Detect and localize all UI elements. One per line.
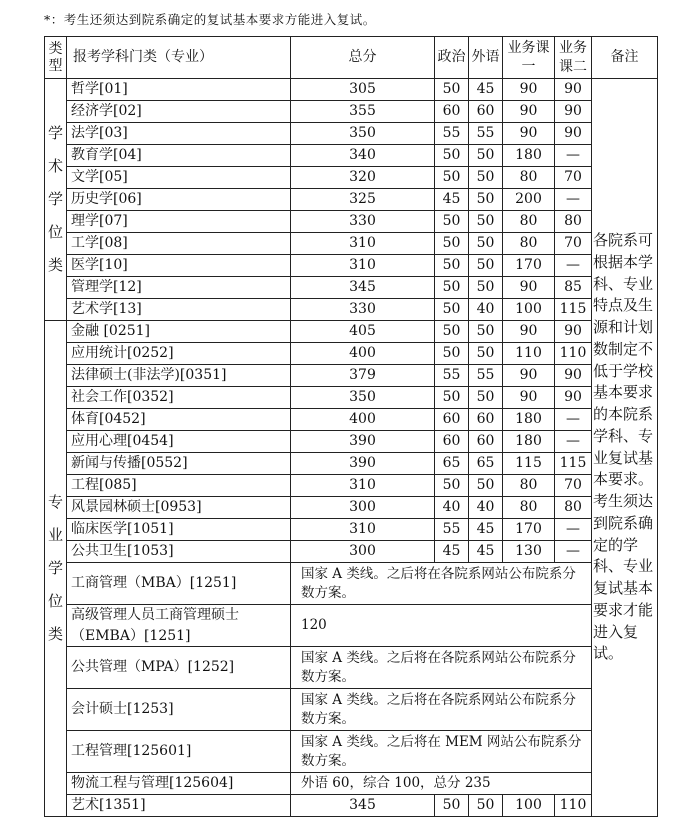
table-row (45, 101, 658, 123)
table-row (45, 387, 658, 409)
foreign-score: 45 (469, 79, 503, 101)
course1-score: 180 (503, 409, 555, 431)
header-course2: 业务课二 (555, 37, 592, 79)
foreign-score: 60 (469, 431, 503, 453)
table-row (45, 409, 658, 431)
score-table (44, 36, 658, 817)
subject-name: 工学[08] (67, 233, 291, 255)
politics-score: 50 (435, 299, 469, 321)
table-row (45, 255, 658, 277)
course1-score: 200 (503, 189, 555, 211)
table-row (45, 211, 658, 233)
table-row (45, 563, 658, 605)
course2-score: — (555, 255, 592, 277)
course1-score: 90 (503, 321, 555, 343)
subject-name: 应用心理[0454] (67, 431, 291, 453)
foreign-score: 45 (469, 519, 503, 541)
course2-score: — (555, 409, 592, 431)
course1-score: 100 (503, 795, 555, 817)
course2-score: 110 (555, 343, 592, 365)
table-row (45, 731, 658, 773)
total-score: 350 (291, 387, 435, 409)
course2-score: 90 (555, 387, 592, 409)
politics-score: 50 (435, 211, 469, 233)
course1-score: 90 (503, 123, 555, 145)
header-subject: 报考学科门类（专业） (67, 37, 291, 79)
remark-text: 各院系可根据本学科、专业特点及生源和计划数制定不低于学校基本要求的本院系学科、专业复试基本要求。考生须达到院系确定的学科、专业复试基本要求才能进入复试。 (593, 231, 654, 663)
subject-name: 应用统计[0252] (67, 343, 291, 365)
table-row (45, 689, 658, 731)
category-academic: 学 术 学 位 类 (45, 79, 67, 321)
politics-score: 50 (435, 145, 469, 167)
course1-score: 80 (503, 233, 555, 255)
subject-name: 艺术学[13] (67, 299, 291, 321)
header-course1: 业务课一 (503, 37, 555, 79)
table-row (45, 497, 658, 519)
foreign-score: 50 (469, 475, 503, 497)
table-row (45, 321, 658, 343)
header-remark: 备注 (592, 37, 658, 79)
course2-score: 85 (555, 277, 592, 299)
course2-score: 90 (555, 321, 592, 343)
total-score: 350 (291, 123, 435, 145)
course2-score: 70 (555, 233, 592, 255)
course1-score: 100 (503, 299, 555, 321)
subject-name: 管理学[12] (67, 277, 291, 299)
course2-score: 90 (555, 101, 592, 123)
foreign-score: 50 (469, 255, 503, 277)
course2-score: 110 (555, 795, 592, 817)
table-row (45, 431, 658, 453)
header-row (45, 37, 658, 79)
course1-score: 80 (503, 475, 555, 497)
subject-name: 社会工作[0352] (67, 387, 291, 409)
subject-name: 金融 [0251] (67, 321, 291, 343)
total-score: 400 (291, 409, 435, 431)
foreign-score: 65 (469, 453, 503, 475)
politics-score: 55 (435, 123, 469, 145)
merged-note: 国家 A 类线。之后将在各院系网站公布院系分数方案。 (291, 563, 592, 605)
course2-score: 80 (555, 211, 592, 233)
foreign-score: 40 (469, 299, 503, 321)
subject-name: 艺术[1351] (67, 795, 291, 817)
politics-score: 50 (435, 795, 469, 817)
header-foreign: 外语 (469, 37, 503, 79)
course1-score: 80 (503, 167, 555, 189)
politics-score: 50 (435, 79, 469, 101)
header-type: 类型 (45, 37, 67, 79)
course2-score: 90 (555, 365, 592, 387)
politics-score: 55 (435, 519, 469, 541)
foreign-score: 50 (469, 387, 503, 409)
table-row (45, 453, 658, 475)
subject-name: 新闻与传播[0552] (67, 453, 291, 475)
course1-score: 90 (503, 387, 555, 409)
foreign-score: 40 (469, 497, 503, 519)
table-row (45, 299, 658, 321)
total-score: 340 (291, 145, 435, 167)
subject-name: 公共卫生[1053] (67, 541, 291, 563)
course2-score: — (555, 145, 592, 167)
total-score: 345 (291, 277, 435, 299)
course1-score: 170 (503, 255, 555, 277)
total-score: 305 (291, 79, 435, 101)
total-score: 310 (291, 475, 435, 497)
subject-name: 会计硕士[1253] (67, 689, 291, 731)
subject-name: 工程[085] (67, 475, 291, 497)
total-score: 330 (291, 299, 435, 321)
foreign-score: 50 (469, 211, 503, 233)
merged-note: 外语 60，综合 100，总分 235 (291, 773, 592, 795)
course1-score: 80 (503, 497, 555, 519)
course2-score: 70 (555, 475, 592, 497)
course1-score: 130 (503, 541, 555, 563)
remark-cell (592, 79, 658, 817)
subject-name: 风景园林硕士[0953] (67, 497, 291, 519)
politics-score: 45 (435, 189, 469, 211)
header-politics: 政治 (435, 37, 469, 79)
foreign-score: 55 (469, 123, 503, 145)
subject-name: 医学[10] (67, 255, 291, 277)
total-score: 355 (291, 101, 435, 123)
foreign-score: 50 (469, 189, 503, 211)
foreign-score: 60 (469, 101, 503, 123)
subject-name: 工商管理（MBA）[1251] (67, 563, 291, 605)
table-row (45, 123, 658, 145)
merged-note: 国家 A 类线。之后将在各院系网站公布院系分数方案。 (291, 647, 592, 689)
course1-score: 90 (503, 277, 555, 299)
subject-name: 教育学[04] (67, 145, 291, 167)
politics-score: 60 (435, 409, 469, 431)
politics-score: 50 (435, 233, 469, 255)
foreign-score: 50 (469, 277, 503, 299)
politics-score: 50 (435, 321, 469, 343)
politics-score: 50 (435, 387, 469, 409)
course1-score: 115 (503, 453, 555, 475)
table-row (45, 365, 658, 387)
politics-score: 50 (435, 475, 469, 497)
course2-score: — (555, 541, 592, 563)
course1-score: 90 (503, 101, 555, 123)
category-professional: 专 业 学 位 类 (45, 321, 67, 817)
subject-name: 公共管理（MPA）[1252] (67, 647, 291, 689)
course1-score: 110 (503, 343, 555, 365)
politics-score: 45 (435, 541, 469, 563)
total-score: 390 (291, 431, 435, 453)
table-row (45, 233, 658, 255)
politics-score: 50 (435, 255, 469, 277)
politics-score: 40 (435, 497, 469, 519)
course1-score: 90 (503, 79, 555, 101)
table-row (45, 519, 658, 541)
subject-name: 法学[03] (67, 123, 291, 145)
subject-name: 经济学[02] (67, 101, 291, 123)
course2-score: — (555, 431, 592, 453)
course2-score: 70 (555, 167, 592, 189)
course1-score: 170 (503, 519, 555, 541)
course2-score: 115 (555, 299, 592, 321)
total-score: 400 (291, 343, 435, 365)
course1-score: 180 (503, 431, 555, 453)
foreign-score: 60 (469, 409, 503, 431)
footnote: *：考生还须达到院系确定的复试基本要求方能进入复试。 (44, 12, 376, 27)
subject-name: 高级管理人员工商管理硕士（EMBA）[1251] (67, 605, 291, 647)
table-row (45, 647, 658, 689)
politics-score: 50 (435, 277, 469, 299)
politics-score: 60 (435, 101, 469, 123)
course1-score: 80 (503, 211, 555, 233)
foreign-score: 50 (469, 233, 503, 255)
total-score: 310 (291, 233, 435, 255)
subject-name: 文学[05] (67, 167, 291, 189)
politics-score: 50 (435, 343, 469, 365)
total-score: 325 (291, 189, 435, 211)
course2-score: 90 (555, 123, 592, 145)
subject-name: 工程管理[125601] (67, 731, 291, 773)
foreign-score: 45 (469, 541, 503, 563)
course2-score: 115 (555, 453, 592, 475)
subject-name: 法律硕士(非法学)[0351] (67, 365, 291, 387)
total-score: 405 (291, 321, 435, 343)
course2-score: 90 (555, 79, 592, 101)
table-row (45, 277, 658, 299)
course2-score: 80 (555, 497, 592, 519)
total-score: 300 (291, 541, 435, 563)
merged-note: 120 (291, 605, 592, 647)
total-score: 379 (291, 365, 435, 387)
politics-score: 60 (435, 431, 469, 453)
header-total: 总分 (291, 37, 435, 79)
foreign-score: 50 (469, 167, 503, 189)
subject-name: 物流工程与管理[125604] (67, 773, 291, 795)
table-row (45, 605, 658, 647)
table-row (45, 189, 658, 211)
total-score: 300 (291, 497, 435, 519)
table-row (45, 343, 658, 365)
foreign-score: 50 (469, 343, 503, 365)
table-row (45, 79, 658, 101)
foreign-score: 50 (469, 795, 503, 817)
foreign-score: 50 (469, 145, 503, 167)
politics-score: 50 (435, 167, 469, 189)
merged-note: 国家 A 类线。之后将在各院系网站公布院系分数方案。 (291, 689, 592, 731)
foreign-score: 50 (469, 321, 503, 343)
table-row (45, 167, 658, 189)
table-body (45, 79, 658, 817)
politics-score: 65 (435, 453, 469, 475)
table-row (45, 475, 658, 497)
table-row (45, 773, 658, 795)
total-score: 310 (291, 255, 435, 277)
table-row (45, 541, 658, 563)
foreign-score: 55 (469, 365, 503, 387)
merged-note: 国家 A 类线。之后将在 MEM 网站公布院系分数方案。 (291, 731, 592, 773)
table-row (45, 795, 658, 817)
table-row (45, 145, 658, 167)
subject-name: 临床医学[1051] (67, 519, 291, 541)
course1-score: 180 (503, 145, 555, 167)
total-score: 390 (291, 453, 435, 475)
total-score: 330 (291, 211, 435, 233)
total-score: 345 (291, 795, 435, 817)
subject-name: 历史学[06] (67, 189, 291, 211)
subject-name: 体育[0452] (67, 409, 291, 431)
politics-score: 55 (435, 365, 469, 387)
course1-score: 90 (503, 365, 555, 387)
total-score: 310 (291, 519, 435, 541)
course2-score: — (555, 519, 592, 541)
total-score: 320 (291, 167, 435, 189)
subject-name: 理学[07] (67, 211, 291, 233)
course2-score: — (555, 189, 592, 211)
subject-name: 哲学[01] (67, 79, 291, 101)
